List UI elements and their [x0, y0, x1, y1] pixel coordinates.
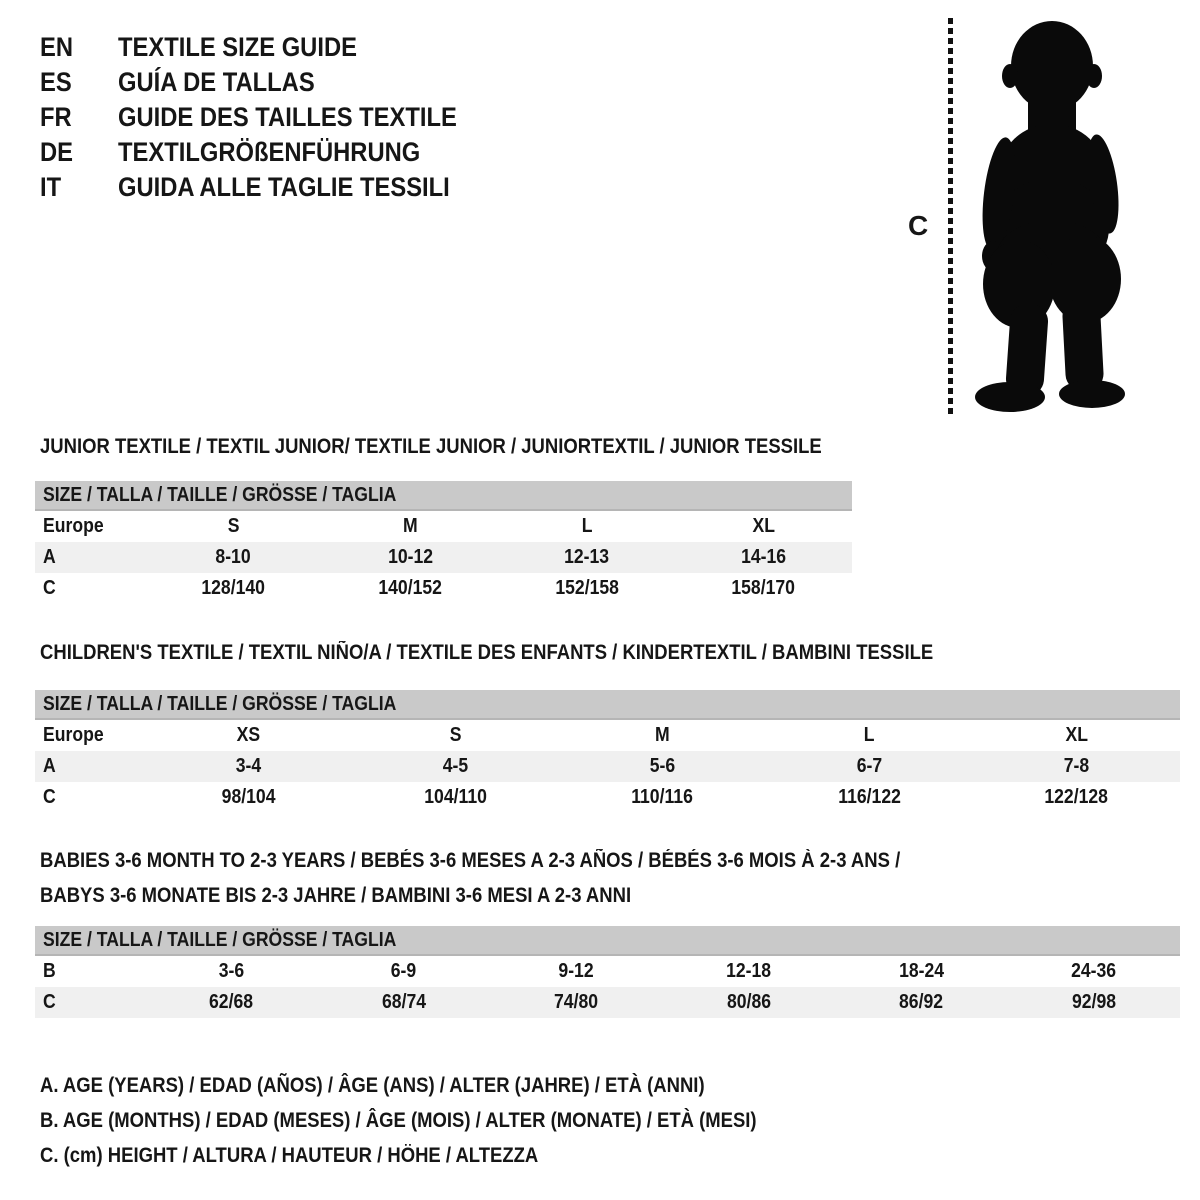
lang-code-en: EN: [40, 32, 74, 62]
junior-table-header: SIZE / TALLA / TAILLE / GRÖSSE / TAGLIA: [35, 481, 852, 511]
lang-row-fr: [40, 100, 503, 135]
lang-code-de: DE: [40, 137, 74, 167]
height-dashed-line-icon: [948, 18, 953, 416]
babies-size-table: [35, 926, 1180, 1018]
height-cell: 152/158: [555, 577, 619, 599]
size-cell: L: [581, 515, 593, 537]
height-cell: 122/128: [1044, 786, 1109, 808]
children-size-table: [35, 690, 1180, 813]
row-label: Europe: [43, 724, 104, 746]
row-label: C: [43, 786, 56, 808]
babies-section-title-line1: BABIES 3-6 MONTH TO 2-3 YEARS / BEBÉS 3-6 MESES A 2-3 AÑOS / BÉBÉS 3-6 MOIS À 2-3 ANS /: [40, 849, 901, 872]
age-cell: 3-4: [235, 755, 262, 777]
table-row: [35, 720, 1180, 751]
table-row: [35, 751, 1180, 782]
babies-section-title-line2: BABYS 3-6 MONATE BIS 2-3 JAHRE / BAMBINI 3-6 MESI A 2-3 ANNI: [40, 884, 632, 907]
lang-title-es: GUÍA DE TALLAS: [118, 67, 315, 97]
lang-code-es: ES: [40, 67, 72, 97]
babies-table-header: SIZE / TALLA / TAILLE / GRÖSSE / TAGLIA: [35, 926, 1180, 956]
junior-size-table: [35, 481, 852, 604]
table-row: [35, 956, 1180, 987]
age-cell: 4-5: [442, 755, 469, 777]
age-cell: 12-13: [564, 546, 610, 568]
row-label: A: [43, 755, 56, 777]
age-cell: 3-6: [218, 960, 244, 982]
age-cell: 14-16: [741, 546, 787, 568]
lang-title-de: TEXTILGRÖßENFÜHRUNG: [118, 137, 421, 167]
age-cell: 6-7: [856, 755, 883, 777]
row-label: B: [43, 960, 56, 982]
junior-section-title: JUNIOR TEXTILE / TEXTIL JUNIOR/ TEXTILE JUNIOR / JUNIORTEXTIL / JUNIOR TESSILE: [40, 435, 822, 458]
height-cell: 68/74: [381, 991, 426, 1013]
height-cell: 104/110: [424, 786, 487, 808]
age-cell: 6-9: [391, 960, 417, 982]
size-cell: L: [864, 724, 875, 746]
children-table-header: SIZE / TALLA / TAILLE / GRÖSSE / TAGLIA: [35, 690, 1180, 720]
children-section-title: CHILDREN'S TEXTILE / TEXTIL NIÑO/A / TEXTILE DES ENFANTS / KINDERTEXTIL / BAMBINI TESSILE: [40, 641, 934, 664]
size-cell: XL: [1065, 724, 1088, 746]
age-cell: 8-10: [215, 546, 251, 568]
height-cell: 86/92: [899, 991, 944, 1013]
lang-row-en: [40, 30, 503, 65]
lang-title-it: GUIDA ALLE TAGLIE TESSILI: [118, 172, 450, 202]
age-cell: 5-6: [649, 755, 676, 777]
lang-row-es: [40, 65, 503, 100]
height-cell: 116/122: [838, 786, 901, 808]
height-cell: 98/104: [221, 786, 276, 808]
height-cell: 110/116: [631, 786, 694, 808]
size-cell: XL: [752, 515, 775, 537]
lang-code-it: IT: [40, 172, 62, 202]
lang-row-it: [40, 170, 503, 205]
height-cell: 128/140: [201, 577, 266, 599]
row-label: A: [43, 546, 56, 568]
size-cell: XS: [236, 724, 261, 746]
legend-line-a: A. AGE (YEARS) / EDAD (AÑOS) / ÂGE (ANS) / ALTER (JAHRE) / ETÀ (ANNI): [40, 1073, 705, 1097]
lang-code-fr: FR: [40, 102, 72, 132]
age-cell: 7-8: [1063, 755, 1090, 777]
age-cell: 10-12: [387, 546, 433, 568]
height-cell: 92/98: [1071, 991, 1116, 1013]
table-row: [35, 987, 1180, 1018]
table-row: [35, 782, 1180, 813]
height-cell: 80/86: [726, 991, 771, 1013]
language-title-list: [40, 30, 503, 205]
size-cell: S: [227, 515, 240, 537]
height-measure-label: C: [908, 210, 929, 241]
lang-title-fr: GUIDE DES TAILLES TEXTILE: [118, 102, 457, 132]
row-label: C: [43, 577, 56, 599]
height-cell: 140/152: [378, 577, 442, 599]
table-row: [35, 542, 852, 573]
age-cell: 9-12: [558, 960, 594, 982]
height-cell: 62/68: [209, 991, 254, 1013]
legend-line-b: B. AGE (MONTHS) / EDAD (MESES) / ÂGE (MOIS) / ALTER (MONATE) / ETÀ (MESI): [40, 1108, 757, 1132]
height-cell: 158/170: [731, 577, 796, 599]
table-row: [35, 511, 852, 542]
size-cell: M: [655, 724, 670, 746]
lang-title-en: TEXTILE SIZE GUIDE: [118, 32, 357, 62]
legend-line-c: C. (cm) HEIGHT / ALTURA / HAUTEUR / HÖHE / ALTEZZA: [40, 1143, 539, 1167]
lang-row-de: [40, 135, 503, 170]
age-cell: 18-24: [898, 960, 944, 982]
toddler-silhouette-icon: [964, 16, 1136, 418]
age-cell: 24-36: [1071, 960, 1117, 982]
size-cell: M: [402, 515, 418, 537]
row-label: C: [43, 991, 56, 1013]
age-cell: 12-18: [726, 960, 772, 982]
row-label: Europe: [43, 515, 104, 537]
size-cell: S: [449, 724, 462, 746]
table-row: [35, 573, 852, 604]
legend: [40, 1068, 854, 1173]
height-cell: 74/80: [554, 991, 599, 1013]
